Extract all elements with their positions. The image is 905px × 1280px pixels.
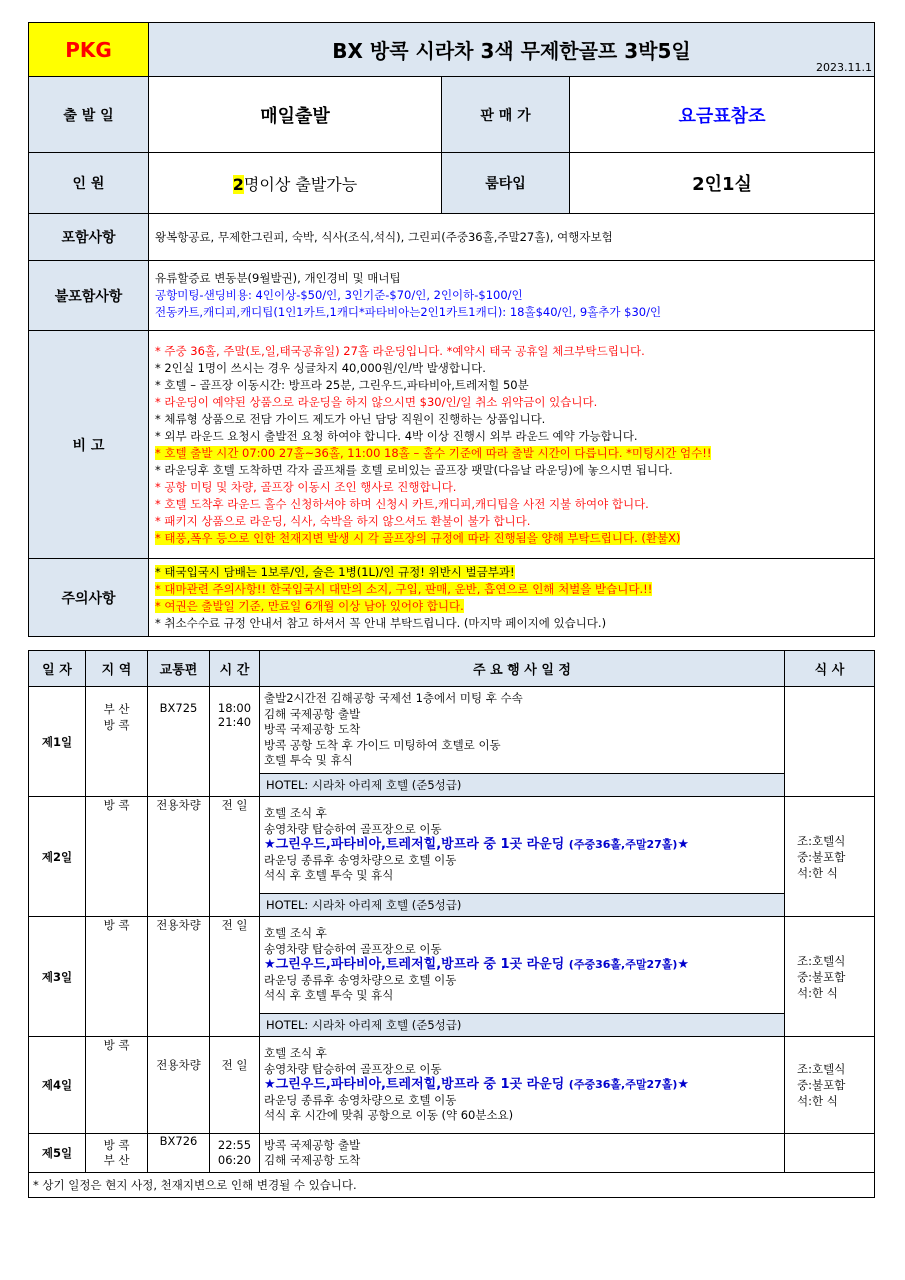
remark-line: * 패키지 상품으로 라운딩, 식사, 숙박을 하지 않으셔도 환불이 불가 합니다. <box>155 513 531 528</box>
day-label: 제5일 <box>29 1134 86 1173</box>
meal-cell <box>785 797 875 917</box>
schedule-item: 송영차량 탑승하여 골프장으로 이동 <box>264 821 442 836</box>
meal-cell <box>785 1037 875 1134</box>
room-value: 2인1실 <box>570 153 875 214</box>
time-cell: 전 일 <box>210 1037 260 1134</box>
table-row <box>29 687 875 774</box>
document-date: 2023.11.1 <box>816 61 872 74</box>
page-title-cell <box>149 23 875 77</box>
remarks-list <box>149 331 875 559</box>
transport-cell: BX726 <box>148 1134 210 1173</box>
schedule-item: 송영차량 탑승하여 골프장으로 이동 <box>264 941 442 956</box>
remark-line: * 라운딩후 호텔 도착하면 각자 골프채를 호텔 로비있는 골프장 팻말(다음날 라운딩)에 놓으시면 됩니다. <box>155 462 673 477</box>
schedule-item: 호텔 조식 후 <box>264 926 327 941</box>
people-value <box>149 153 442 214</box>
caution-line: * 대마관련 주의사항!! 한국입국시 대만의 소지, 구입, 판매, 운반, 흡연으로 인해 처벌을 받습니다.!! <box>155 581 653 596</box>
table-row <box>29 1134 875 1173</box>
meal-item: 중:불포함 <box>797 1078 846 1092</box>
package-summary-table <box>28 22 875 637</box>
schedule-cell <box>260 917 785 1014</box>
golf-holes: (주중36홀,주말27홀) <box>568 958 678 972</box>
golf-main: ★그린우드,파타비아,트레저힐,방프라 중 1곳 라운딩 <box>264 957 565 973</box>
schedule-item: 김해 국제공항 도착 <box>264 1153 361 1167</box>
remark-line: * 2인실 1명이 쓰시는 경우 싱글차지 40,000원/인/박 발생합니다. <box>155 360 486 375</box>
caution-line: * 취소수수료 규정 안내서 참고 하셔서 꼭 안내 부탁드립니다. (마지막 페이지에 있습니다.) <box>155 615 607 630</box>
star-icon: ★ <box>677 837 690 853</box>
time-cell <box>210 687 260 797</box>
schedule-item: 방콕 국제공항 출발 <box>264 1137 361 1152</box>
meal-item: 중:불포함 <box>797 849 846 864</box>
time-cell: 전 일 <box>210 797 260 917</box>
time: 06:20 <box>217 1153 252 1167</box>
transport-cell: 전용차량 <box>148 917 210 1037</box>
excluded-line: 공항미팅-샌딩비용: 4인이상-$50/인, 3인기준-$70/인, 2인이하-$100/인 <box>155 288 523 302</box>
schedule-item: 호텔 조식 후 <box>264 1046 327 1061</box>
col-header-region: 지 역 <box>86 651 148 687</box>
golf-main: ★그린우드,파타비아,트레저힐,방프라 중 1곳 라운딩 <box>264 837 565 853</box>
remark-line: * 주중 36홀, 주말(토,일,태국공휴일) 27홀 라운딩입니다. *예약시 태국 공휴일 체크부탁드립니다. <box>155 343 645 358</box>
hotel-info: HOTEL: 시라차 아리제 호텔 (준5성급) <box>260 894 785 917</box>
itinerary-footnote: * 상기 일정은 현지 사정, 천재지변으로 인해 변경될 수 있습니다. <box>29 1173 875 1198</box>
day-label: 제2일 <box>29 797 86 917</box>
meal-item: 석:한 식 <box>797 865 838 880</box>
itinerary-table <box>28 650 875 1198</box>
depart-value: 매일출발 <box>149 77 442 153</box>
people-text: 명이상 출발가능 <box>243 174 358 194</box>
excluded-label: 불포함사항 <box>29 261 149 331</box>
col-header-time: 시 간 <box>210 651 260 687</box>
golf-main: ★그린우드,파타비아,트레저힐,방프라 중 1곳 라운딩 <box>264 1077 565 1093</box>
schedule-cell <box>260 687 785 774</box>
hotel-info: HOTEL: 시라차 아리제 호텔 (준5성급) <box>260 1014 785 1037</box>
schedule-item: 라운딩 종류후 송영차량으로 호텔 이동 <box>264 1092 457 1107</box>
pkg-badge: PKG <box>29 23 149 77</box>
schedule-item: 출발2시간전 김해공항 국제선 1층에서 미팅 후 수속 <box>264 691 523 706</box>
region: 부 산 <box>103 702 130 716</box>
remark-line: * 호텔 출발 시간 07:00 27홀~36홀, 11:00 18홀 – 홀수 기준에 따라 출발 시간이 다릅니다. *미팅시간 엄수!! <box>155 445 712 460</box>
remark-line: * 체류형 상품으로 전담 가이드 제도가 아닌 담당 직원이 진행하는 상품입니다. <box>155 411 546 426</box>
region: 방 콕 <box>103 718 130 732</box>
time: 22:55 <box>217 1138 252 1152</box>
time: 18:00 <box>217 701 252 715</box>
included-label: 포함사항 <box>29 214 149 261</box>
schedule-item: 방콕 국제공항 도착 <box>264 722 361 737</box>
meal-item: 조:호텔식 <box>797 953 846 968</box>
golf-holes: (주중36홀,주말27홀) <box>568 1078 678 1092</box>
remark-line: * 호텔 도착후 라운드 홀수 신청하셔야 하며 신청시 카트,캐디피,캐디팁을 사전 지불 하여야 합니다. <box>155 496 649 511</box>
remarks-label: 비 고 <box>29 331 149 559</box>
remark-line: * 호텔 – 골프장 이동시간: 방프라 25분, 그린우드,파타비아,트레저힐 50분 <box>155 377 529 392</box>
region-cell: 방 콕 <box>86 1037 148 1134</box>
golf-round-item <box>264 1077 780 1093</box>
star-icon: ★ <box>677 957 690 973</box>
region: 부 산 <box>103 1153 130 1167</box>
meal-item: 조:호텔식 <box>797 833 846 848</box>
region-cell: 방 콕 <box>86 917 148 1037</box>
schedule-item: 방콕 공항 도착 후 가이드 미팅하여 호텔로 이동 <box>264 737 501 752</box>
schedule-item: 호텔 조식 후 <box>264 806 327 821</box>
golf-round-item <box>264 837 780 853</box>
room-label: 룸타입 <box>442 153 570 214</box>
region: 방 콕 <box>103 1138 130 1152</box>
region-cell <box>86 687 148 797</box>
day-label: 제4일 <box>29 1037 86 1134</box>
schedule-item: 송영차량 탑승하여 골프장으로 이동 <box>264 1061 442 1076</box>
people-label: 인 원 <box>29 153 149 214</box>
col-header-meals: 식 사 <box>785 651 875 687</box>
time-cell <box>210 1134 260 1173</box>
remark-line: * 공항 미팅 및 차량, 골프장 이동시 조인 행사로 진행합니다. <box>155 479 457 494</box>
caution-line: * 태국입국시 담배는 1보루/인, 술은 1병(1L)/인 규정! 위반시 벌금부과! <box>155 564 515 579</box>
people-min-count: 2 <box>232 174 244 194</box>
golf-round-item <box>264 957 780 973</box>
schedule-item: 호텔 투숙 및 휴식 <box>264 753 353 768</box>
col-header-day: 일 자 <box>29 651 86 687</box>
price-value: 요금표참조 <box>570 77 875 153</box>
day-label: 제3일 <box>29 917 86 1037</box>
table-row <box>29 917 875 1014</box>
included-text: 왕복항공료, 무제한그린피, 숙박, 식사(조식,석식), 그린피(주중36홀,주말27홀), 여행자보험 <box>149 214 875 261</box>
schedule-item: 석식 후 호텔 투숙 및 휴식 <box>264 868 394 883</box>
transport-cell: 전용차량 <box>148 1037 210 1134</box>
schedule-cell <box>260 797 785 894</box>
time: 21:40 <box>217 715 252 729</box>
meal-item: 석:한 식 <box>797 1094 838 1108</box>
remark-line: * 라운딩이 예약된 상품으로 라운딩을 하지 않으시면 $30/인/일 취소 위약금이 있습니다. <box>155 394 598 409</box>
caution-label: 주의사항 <box>29 559 149 637</box>
schedule-item: 석식 후 시간에 맞춰 공항으로 이동 (약 60분소요) <box>264 1108 514 1123</box>
caution-line: * 여권은 출발일 기준, 만료일 6개월 이상 남아 있어야 합니다. <box>155 598 464 613</box>
page-title: BX 방콕 시라차 3색 무제한골프 3박5일 <box>332 39 691 63</box>
table-row <box>29 797 875 894</box>
col-header-transport: 교통편 <box>148 651 210 687</box>
schedule-item: 석식 후 호텔 투숙 및 휴식 <box>264 988 394 1003</box>
hotel-info: HOTEL: 시라차 아리제 호텔 (준5성급) <box>260 774 785 797</box>
remark-line: * 외부 라운드 요청시 출발전 요청 하여야 합니다. 4박 이상 진행시 외부 라운드 예약 가능합니다. <box>155 428 638 443</box>
excluded-line: 전동카트,캐디피,캐디팁(1인1카트,1캐디*파타비아는2인1카트1캐디): 18홀$40/인, 9홀추가 $30/인 <box>155 305 662 319</box>
meal-cell <box>785 1134 875 1173</box>
schedule-item: 라운딩 종류후 송영차량으로 호텔 이동 <box>264 972 457 987</box>
schedule-cell <box>260 1037 785 1134</box>
region-cell: 방 콕 <box>86 797 148 917</box>
schedule-item: 김해 국제공항 출발 <box>264 706 361 721</box>
excluded-list <box>149 261 875 331</box>
excluded-line: 유류할증료 변동분(9월발권), 개인경비 및 매너팁 <box>155 271 401 285</box>
table-row <box>29 1037 875 1134</box>
day-label: 제1일 <box>29 687 86 797</box>
remark-line: * 태풍,폭우 등으로 인한 천재지변 발생 시 각 골프장의 규정에 따라 진행됨을 양해 부탁드립니다. (환불X) <box>155 530 681 545</box>
schedule-item: 라운딩 종류후 송영차량으로 호텔 이동 <box>264 852 457 867</box>
transport-cell: 전용차량 <box>148 797 210 917</box>
meal-cell <box>785 687 875 797</box>
golf-holes: (주중36홀,주말27홀) <box>568 838 678 852</box>
region-cell <box>86 1134 148 1173</box>
meal-cell <box>785 917 875 1037</box>
meal-item: 조:호텔식 <box>797 1062 846 1076</box>
depart-label: 출 발 일 <box>29 77 149 153</box>
star-icon: ★ <box>677 1077 690 1093</box>
price-label: 판 매 가 <box>442 77 570 153</box>
meal-item: 석:한 식 <box>797 985 838 1000</box>
caution-list <box>149 559 875 637</box>
time-cell: 전 일 <box>210 917 260 1037</box>
meal-item: 중:불포함 <box>797 969 846 984</box>
col-header-schedule: 주 요 행 사 일 정 <box>260 651 785 687</box>
schedule-cell <box>260 1134 785 1173</box>
transport-cell: BX725 <box>148 687 210 797</box>
